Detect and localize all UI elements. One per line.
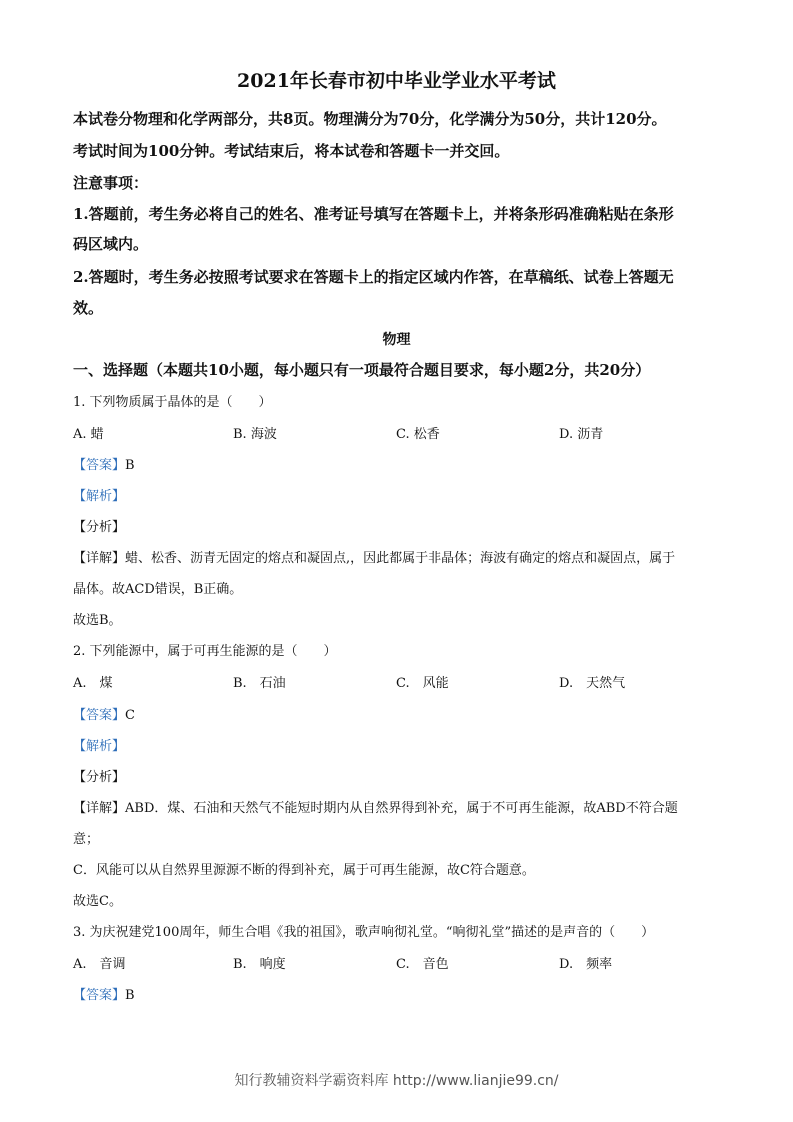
q2-option-b: B. 石油 [233, 676, 286, 691]
subject-heading: 物理 [382, 332, 411, 348]
q1-option-a: A. 蜡 [73, 427, 104, 442]
intro-line-2: 考试时间为100分钟。考试结束后，将本试卷和答题卡一并交回。 [73, 142, 510, 160]
answer-label: 【答案】 [73, 988, 126, 1003]
q3-option-b: B. 响度 [233, 957, 286, 972]
answer-label: 【答案】 [73, 458, 126, 473]
q1-detail-line-2: 晶体。故ACD错误，B正确。 [73, 582, 243, 597]
note-1-line-2: 码区域内。 [73, 235, 149, 253]
q1-answer-row [73, 454, 733, 473]
intro-line-1: 本试卷分物理和化学两部分，共8页。物理满分为70分，化学满分为50分，共计120分。 [73, 110, 667, 128]
note-1-line-1: 1.答题前，考生务必将自己的姓名、准考证号填写在答题卡上，并将条形码准确粘贴在条形 [73, 205, 674, 223]
q2-answer-value: C [125, 708, 135, 723]
note-2-line-1: 2.答题时，考生务必按照考试要求在答题卡上的指定区域内作答，在草稿纸、试卷上答题无 [73, 268, 674, 286]
q2-breakdown-label: 【分析】 [73, 770, 126, 785]
q3-option-a: A. 音调 [73, 957, 126, 972]
q2-answer-row [73, 704, 733, 723]
section-heading: 一、选择题（本题共10小题，每小题只有一项最符合题目要求，每小题2分，共20分） [73, 361, 651, 379]
q2-option-c: C. 风能 [396, 676, 449, 691]
q1-breakdown-label: 【分析】 [73, 520, 126, 535]
q1-conclusion: 故选B。 [73, 613, 122, 628]
q2-option-a: A. 煤 [73, 676, 113, 691]
q1-option-b: B. 海波 [233, 427, 277, 442]
page-footer-watermark: 知行教辅资料学霸资料库 http://www.lianjie99.cn/ [234, 1073, 559, 1089]
q1-detail-line-1: 【详解】蜡、松香、沥青无固定的熔点和凝固点,，因此都属于非晶体；海波有确定的熔点和凝固点，属于 [73, 551, 676, 566]
q3-option-d: D. 频率 [559, 957, 613, 972]
note-2-line-2: 效。 [73, 299, 104, 317]
q2-analysis-label: 【解析】 [73, 739, 126, 754]
q1-analysis-label: 【解析】 [73, 489, 126, 504]
q3-answer-value: B [125, 988, 135, 1003]
notice-title: 注意事项： [73, 174, 149, 192]
question-2-stem: 2. 下列能源中，属于可再生能源的是（ ） [73, 644, 337, 659]
q1-option-c: C. 松香 [396, 427, 440, 442]
question-1-stem: 1. 下列物质属于晶体的是（ ） [73, 395, 272, 410]
q3-answer-row [73, 984, 733, 1003]
question-3-stem: 3. 为庆祝建党100周年，师生合唱《我的祖国》，歌声响彻礼堂。“响彻礼堂”描述的是声音的（ ） [73, 925, 655, 940]
q2-detail-line-2: 意； [73, 832, 100, 847]
q2-detail-line-3: C．风能可以从自然界里源源不断的得到补充，属于可再生能源，故C符合题意。 [73, 863, 535, 878]
answer-label: 【答案】 [73, 708, 126, 723]
q2-option-d: D. 天然气 [559, 676, 626, 691]
q2-detail-line-1: 【详解】ABD．煤、石油和天然气不能短时期内从自然界得到补充，属于不可再生能源，故ABD不符合题 [73, 801, 678, 816]
page-title: 2021年长春市初中毕业学业水平考试 [237, 70, 556, 92]
q1-answer-value: B [125, 458, 135, 473]
q1-option-d: D. 沥青 [559, 427, 604, 442]
q3-option-c: C. 音色 [396, 957, 449, 972]
q2-conclusion: 故选C。 [73, 894, 122, 909]
